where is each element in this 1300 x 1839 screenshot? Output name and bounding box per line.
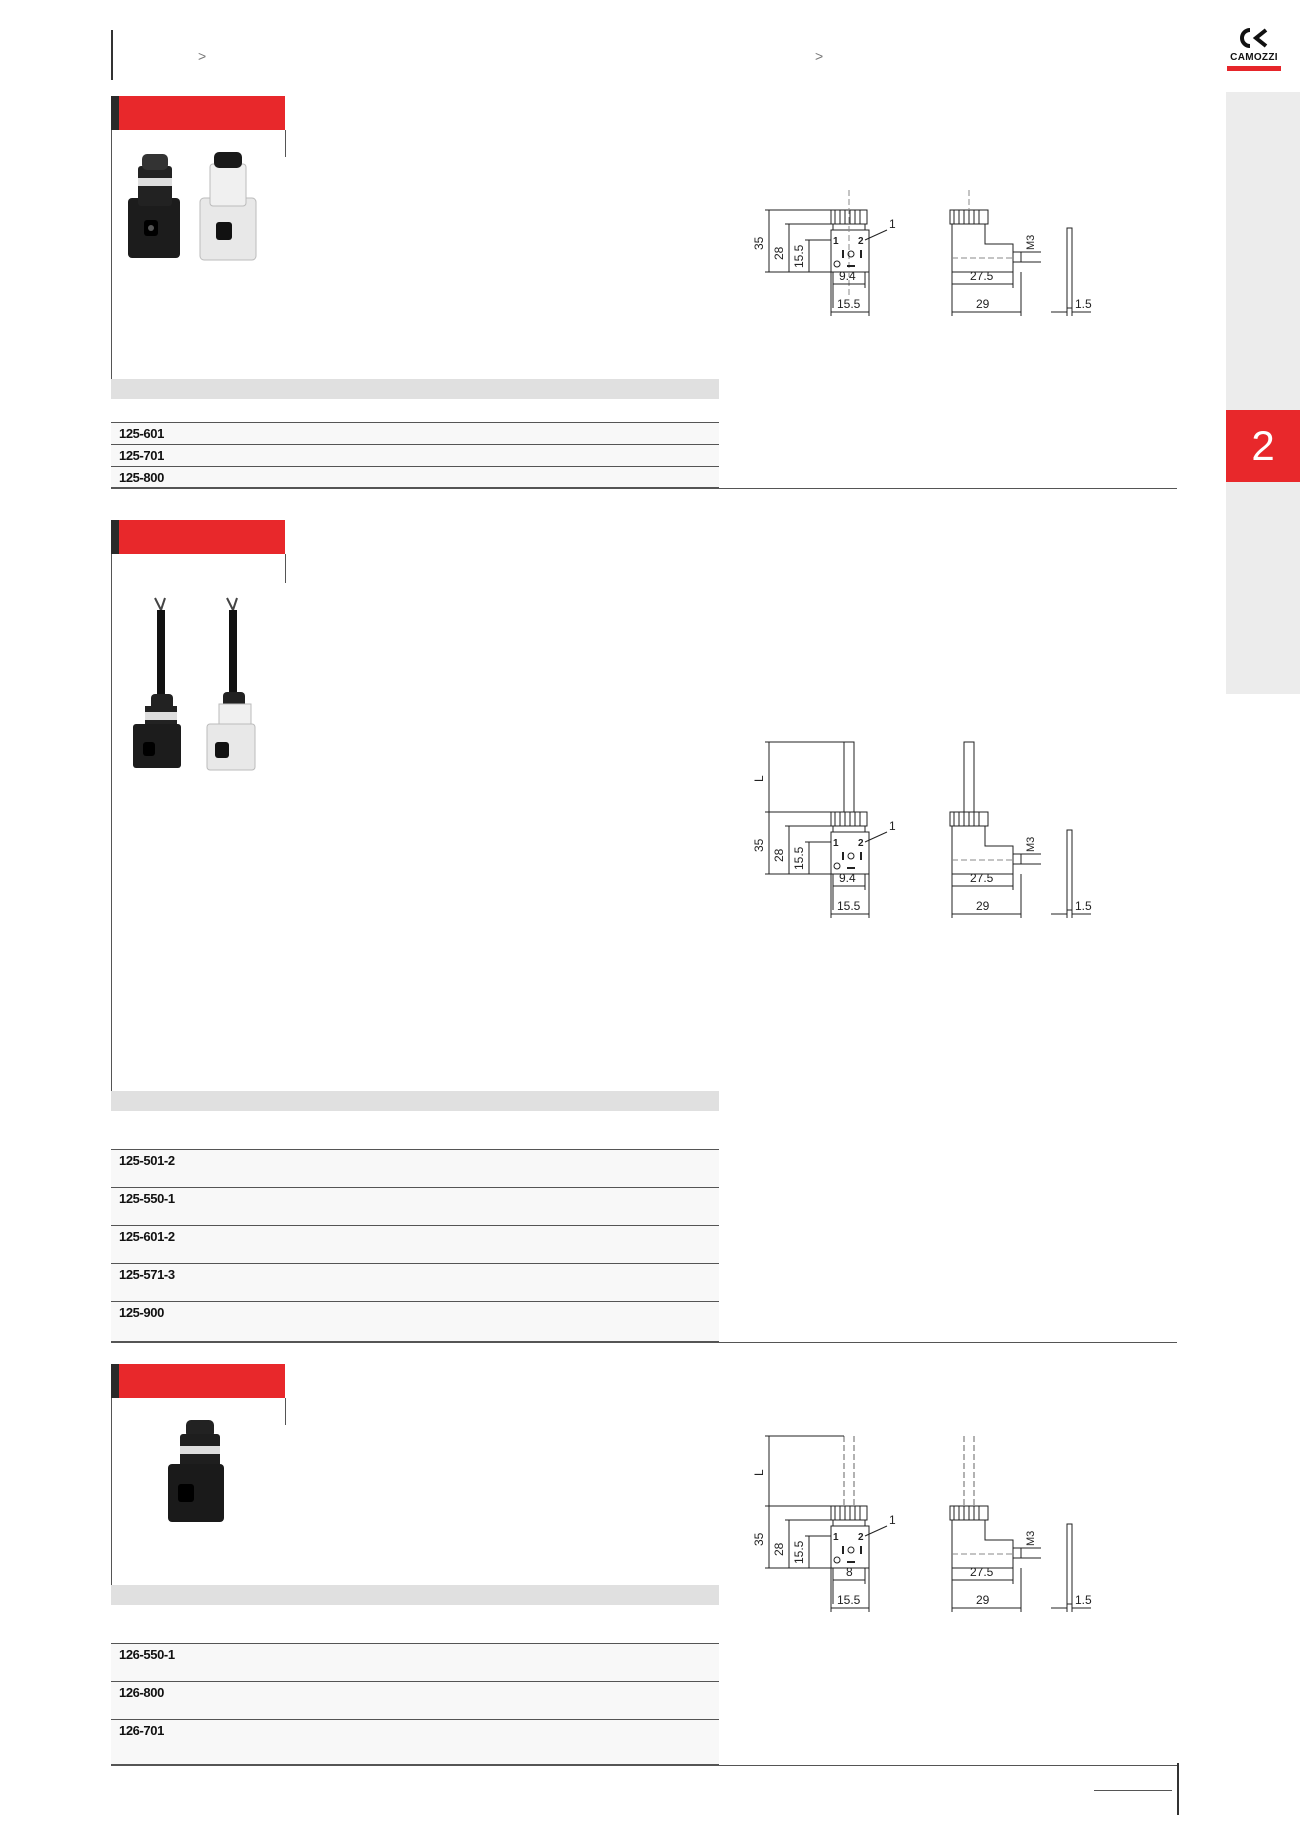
footer-rule bbox=[1094, 1790, 1172, 1791]
pin-label: 1 bbox=[833, 1532, 839, 1543]
thread-label: M3 bbox=[1025, 234, 1037, 250]
section-tab-rule bbox=[285, 554, 286, 583]
thread-label: M3 bbox=[1025, 1530, 1037, 1546]
table-row[interactable] bbox=[111, 1302, 719, 1342]
part-number: 126-550-1 bbox=[119, 1647, 175, 1662]
part-number: 125-601-2 bbox=[119, 1229, 175, 1244]
breadcrumb-separator: > bbox=[198, 48, 207, 64]
dim-label: 15.5 bbox=[837, 1593, 861, 1607]
chapter-tab[interactable]: 2 bbox=[1226, 410, 1300, 482]
logo-text: CAMOZZI bbox=[1230, 52, 1278, 63]
table-subheader bbox=[111, 1111, 719, 1150]
dim-label: 15.5 bbox=[837, 899, 861, 913]
table-header bbox=[111, 1585, 719, 1605]
table-subheader bbox=[111, 399, 719, 423]
product-photo-connector bbox=[160, 1418, 240, 1528]
dim-label: 1.5 bbox=[1075, 1593, 1092, 1607]
dim-label: 35 bbox=[752, 236, 766, 250]
section-tab-rule bbox=[285, 1398, 286, 1425]
callout-label: 1 bbox=[889, 217, 896, 231]
table-row[interactable] bbox=[111, 1226, 719, 1264]
table-subheader bbox=[111, 1605, 719, 1644]
dim-label: 9.4 bbox=[839, 269, 856, 283]
table-row[interactable] bbox=[111, 445, 719, 467]
table-header bbox=[111, 379, 719, 399]
dim-label: 35 bbox=[752, 1532, 766, 1546]
callout-label: 1 bbox=[889, 819, 896, 833]
pin-label: 2 bbox=[858, 236, 864, 247]
pin-label: 1 bbox=[833, 236, 839, 247]
dim-label: 27.5 bbox=[970, 871, 994, 885]
part-number: 125-550-1 bbox=[119, 1191, 175, 1206]
section-tab bbox=[111, 1364, 285, 1398]
callout-label: 1 bbox=[889, 1513, 896, 1527]
section-tab bbox=[111, 520, 285, 554]
part-number: 125-800 bbox=[119, 470, 164, 485]
technical-drawing bbox=[745, 1432, 1115, 1662]
thread-label: M3 bbox=[1025, 836, 1037, 852]
pin-label: 2 bbox=[858, 838, 864, 849]
side-index-panel bbox=[1226, 92, 1300, 694]
dim-label: 9.4 bbox=[839, 871, 856, 885]
technical-drawing bbox=[745, 188, 1115, 368]
header-rule bbox=[111, 30, 113, 80]
dim-label: 1.5 bbox=[1075, 297, 1092, 311]
table-row[interactable] bbox=[111, 1264, 719, 1302]
dim-label: 1.5 bbox=[1075, 899, 1092, 913]
dim-label: L bbox=[752, 1469, 766, 1476]
dim-label: 28 bbox=[772, 848, 786, 862]
dim-label: 27.5 bbox=[970, 269, 994, 283]
part-number: 126-701 bbox=[119, 1723, 164, 1738]
table-row[interactable] bbox=[111, 1720, 719, 1765]
product-photo-connectors bbox=[122, 148, 272, 266]
part-number: 125-900 bbox=[119, 1305, 164, 1320]
footer-vertical-rule bbox=[1177, 1763, 1179, 1815]
table-row[interactable] bbox=[111, 467, 719, 488]
part-number: 125-501-2 bbox=[119, 1153, 175, 1168]
dim-label: 35 bbox=[752, 838, 766, 852]
logo-mark-icon bbox=[1236, 28, 1270, 48]
dim-label: 15.5 bbox=[792, 244, 806, 268]
dim-label: L bbox=[752, 775, 766, 782]
part-number: 125-571-3 bbox=[119, 1267, 175, 1282]
breadcrumb-separator: > bbox=[815, 48, 824, 64]
logo-bar bbox=[1227, 66, 1281, 71]
section-divider bbox=[111, 1765, 1177, 1766]
camozzi-logo bbox=[1226, 26, 1282, 74]
table-row[interactable] bbox=[111, 1644, 719, 1682]
table-row[interactable] bbox=[111, 1150, 719, 1188]
dim-label: 29 bbox=[976, 899, 990, 913]
dim-label: 8 bbox=[846, 1565, 853, 1579]
technical-drawing bbox=[745, 738, 1115, 968]
table-row[interactable] bbox=[111, 1682, 719, 1720]
section-tab-rule bbox=[285, 130, 286, 157]
dim-label: 15.5 bbox=[837, 297, 861, 311]
pin-label: 1 bbox=[833, 838, 839, 849]
dim-label: 28 bbox=[772, 1542, 786, 1556]
dim-label: 29 bbox=[976, 1593, 990, 1607]
section-divider bbox=[111, 488, 1177, 489]
part-number: 125-701 bbox=[119, 448, 164, 463]
part-number: 126-800 bbox=[119, 1685, 164, 1700]
section-tab bbox=[111, 96, 285, 130]
table-row[interactable] bbox=[111, 423, 719, 445]
dim-label: 28 bbox=[772, 246, 786, 260]
table-header bbox=[111, 1091, 719, 1111]
dim-label: 15.5 bbox=[792, 1540, 806, 1564]
pin-label: 2 bbox=[858, 1532, 864, 1543]
dim-label: 29 bbox=[976, 297, 990, 311]
dim-label: 15.5 bbox=[792, 846, 806, 870]
table-row[interactable] bbox=[111, 1188, 719, 1226]
part-number: 125-601 bbox=[119, 426, 164, 441]
product-photo-cable-connectors bbox=[125, 596, 265, 771]
dim-label: 27.5 bbox=[970, 1565, 994, 1579]
section-divider bbox=[111, 1342, 1177, 1343]
